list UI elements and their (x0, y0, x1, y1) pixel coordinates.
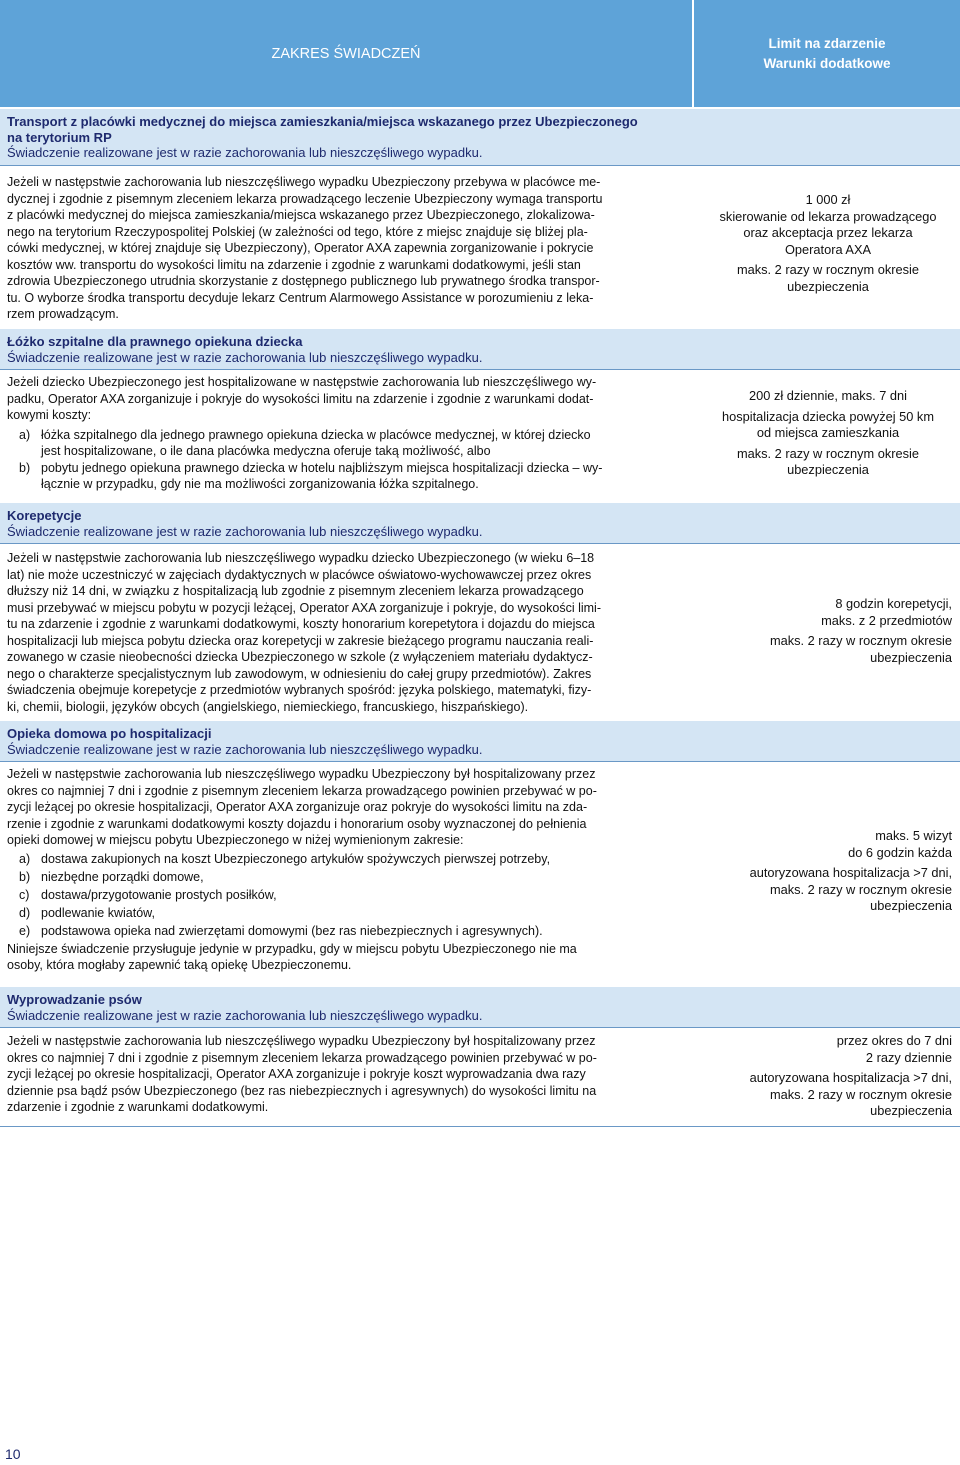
body-line: Jeżeli w następstwie zachorowania lub nieszczęśliwego wypadku dziecko Ubezpieczonego (w wieku 6–18 (7, 551, 595, 565)
limit-frequency: ubezpieczenia (870, 1103, 952, 1118)
limit-cell (700, 828, 952, 915)
list-marker: d) (19, 905, 31, 920)
section-hospital-bed (0, 329, 960, 370)
body-line: hospitalizacji lub miejsca pobytu dziecka oraz korepetycji w zakresie bieżącego programu nauczania reali- (7, 633, 594, 648)
limit-condition: hospitalizacja dziecka powyżej 50 km (722, 408, 934, 424)
body-line: zycji leżącej po okresie hospitalizacji, Operator AXA zorganizuje oraz pokryje do wysokości limitu na zda- (7, 800, 588, 814)
section-dog-walking (0, 987, 960, 1028)
list-item (7, 869, 687, 887)
body-line: tu na zdarzenie i zgodnie z warunkami dodatkowymi, koszty honorarium korepetytora i dojazdu do miejsca (7, 617, 595, 631)
list-text: niezbędne porządki domowe, (41, 869, 204, 884)
limit-condition: skierowanie od lekarza prowadzącego (719, 208, 937, 224)
header-limit-title (694, 0, 960, 107)
body-line: dziennie psa bądź psów Ubezpieczonego (bez ras niebezpiecznych i agresywnych) do wysokości limitu na (7, 1083, 597, 1098)
body-line: ki, chemii, biologii, języków obcych (angielskiego, niemieckiego, francuskiego, hiszpańskiego). (7, 699, 529, 714)
section-heading (0, 503, 960, 543)
list-marker: a) (19, 427, 31, 442)
body-line: osoby, która mogłaby zapewnić taką opiekę Ubezpieczonemu. (7, 958, 352, 972)
list-text: podstawowa opieka nad zwierzętami domowymi (bez ras niebezpiecznych i agresywnych). (41, 923, 543, 938)
body-line: dłuższy niż 14 dni, w związku z hospitalizacją lub zgodnie z pisemnym zleceniem lekarza prowadzącego (7, 584, 584, 598)
limit-condition: od miejsca zamieszkania (756, 425, 900, 440)
section-body (7, 766, 687, 974)
list-text: dostawa zakupionych na koszt Ubezpieczonego artykułów spożywczych pierwszej potrzeby, (41, 851, 551, 866)
body-line: rzem prowadzącym. (7, 307, 119, 321)
section-underline (0, 543, 960, 544)
list-item (7, 923, 687, 941)
section-tutoring (0, 503, 960, 544)
section-body (7, 550, 687, 715)
list-text: pobytu jednego opiekuna prawnego dziecka w hotelu najbliższym miejsca hospitalizacji dziecka – wy- (41, 460, 603, 475)
body-line: zowanego w czasie nieobecności dziecka Ubezpieczonego w szkole (z wyłączeniem materiału dydaktycz- (7, 650, 593, 664)
limit-amount: 8 godzin korepetycji, (835, 596, 952, 611)
limit-condition: autoryzowana hospitalizacja >7 dni, (749, 865, 952, 880)
list-text: dostawa/przygotowanie prostych posiłków, (41, 887, 277, 902)
body-line: cówki medycznej, w której znajduje się Ubezpieczony), Operator AXA zapewnia zorganizowanie i pokrycie (7, 241, 594, 255)
list-marker: b) (19, 869, 31, 884)
list-text: łóżka szpitalnego dla jednego prawnego opiekuna dziecka w placówce medycznej, w której dziecko (41, 427, 591, 442)
section-title: Łóżko szpitalne dla prawnego opiekuna dziecka (7, 334, 303, 349)
section-subtitle: Świadczenie realizowane jest w razie zachorowania lub nieszczęśliwego wypadku. (7, 1007, 483, 1023)
body-line: nego na terytorium Rzeczypospolitej Polskiej (w zależności od tego, które z miejsc znajduje się bliżej pla- (7, 224, 588, 239)
section-heading (0, 721, 960, 761)
body-line: rzenie i zgodnie z warunkami dodatkowymi koszty dojazdu i honorarium osoby wyznaczonej do pełnienia (7, 816, 587, 831)
section-transport (0, 109, 960, 166)
body-line: tu. O wyborze środka transportu decyduje lekarz Centrum Alarmowego Assistance w porozumieniu z leka- (7, 290, 594, 305)
table-header (0, 0, 960, 107)
body-line: świadczenia obejmuje korepetycje z przedmiotów wybranych spośród: języka polskiego, matematyki, fizy- (7, 683, 592, 697)
section-subtitle: Świadczenie realizowane jest w razie zachorowania lub nieszczęśliwego wypadku. (7, 349, 483, 365)
body-line: musi przebywać w miejscu pobytu w pozycji leżącej, Operator AXA zorganizuje i pokryje, do wysokości limi- (7, 600, 601, 615)
body-line: kowymi koszty: (7, 408, 92, 422)
header-limit-line: Limit na zdarzenie (768, 35, 886, 51)
section-title: Wyprowadzanie psów (7, 992, 142, 1007)
section-underline (0, 761, 960, 762)
limit-condition: oraz akceptacja przez lekarza (743, 225, 913, 240)
list-marker: b) (19, 460, 31, 475)
body-line: zdrowia Ubezpieczonego utrudnia skorzystanie z dostępnego publicznego lub prywatnego środka transpor- (7, 274, 600, 288)
body-line: Jeżeli w następstwie zachorowania lub nieszczęśliwego wypadku Ubezpieczony był hospitalizowany przez (7, 1034, 596, 1048)
list-text: łącznie w przypadku, gdy nie ma możliwości zorganizowania łóżka szpitalnego. (41, 477, 479, 491)
table-bottom-rule (0, 1126, 960, 1127)
body-line: kosztów ww. transportu do wysokości limitu na zdarzenie i zgodnie z warunkami dodatkowymi, jeśli stan (7, 257, 581, 272)
list-item (7, 460, 687, 493)
limit-amount-cont: maks. z 2 przedmiotów (821, 612, 952, 628)
limit-amount-cont: 2 razy dziennie (865, 1049, 952, 1065)
limit-frequency: maks. 2 razy w rocznym okresie (736, 445, 920, 461)
section-title: Transport z placówki medycznej do miejsca zamieszkania/miejsca wskazanego przez Ubezpieczonego (7, 114, 638, 129)
limit-cell (700, 192, 956, 295)
body-line: z placówki medycznej do miejsca zamieszkania/miejsca wskazanego przez Ubezpieczonego, zlokalizowa- (7, 208, 595, 222)
list-text: podlewanie kwiatów, (41, 905, 155, 920)
header-scope-title: ZAKRES ŚWIADCZEŃ (0, 0, 692, 107)
body-line: okres co najmniej 7 dni i zgodnie z pisemnym zleceniem lekarza prowadzącego powinien przebywać w po- (7, 1050, 597, 1065)
limit-cell (700, 388, 956, 479)
limit-frequency: maks. 2 razy w rocznym okresie (736, 262, 920, 277)
section-body (7, 1033, 687, 1116)
list-text: jest hospitalizowane, o ile dana placówka medyczna oferuje taką możliwość, albo (41, 444, 491, 458)
limit-amount: maks. 5 wizyt (875, 828, 952, 843)
limit-frequency: ubezpieczenia (870, 649, 952, 665)
body-line: nego o charakterze specjalistycznym lub zawodowym, w odniesieniu do całej grupy przedmiotów). Zakres (7, 666, 592, 681)
body-line: zdarzenie i zgodnie z warunkami dodatkowymi. (7, 1100, 269, 1114)
body-line: lat) nie może uczestniczyć w zajęciach dydaktycznych w placówce oświatowo-wychowawczej przez okres (7, 567, 592, 582)
limit-frequency: ubezpieczenia (787, 462, 869, 477)
limit-cell (700, 1033, 952, 1120)
section-title: Korepetycje (7, 508, 82, 523)
body-line: Jeżeli dziecko Ubezpieczonego jest hospitalizowane w następstwie zachorowania lub nieszczęśliwego wy- (7, 375, 597, 389)
list-marker: e) (19, 923, 31, 938)
limit-frequency: ubezpieczenia (870, 898, 952, 913)
section-title: Opieka domowa po hospitalizacji (7, 726, 212, 741)
limit-amount: przez okres do 7 dni (836, 1033, 952, 1048)
section-heading (0, 987, 960, 1027)
body-line: Jeżeli w następstwie zachorowania lub nieszczęśliwego wypadku Ubezpieczony przebywa w placówce me- (7, 175, 601, 189)
header-conditions-line: Warunki dodatkowe (763, 55, 891, 71)
section-underline (0, 1027, 960, 1028)
body-line: Jeżeli w następstwie zachorowania lub nieszczęśliwego wypadku Ubezpieczony był hospitalizowany przez (7, 767, 596, 781)
limit-frequency: ubezpieczenia (787, 278, 869, 294)
list-item (7, 887, 687, 905)
section-underline (0, 369, 960, 370)
limit-amount-cont: do 6 godzin każda (848, 844, 952, 860)
limit-condition: autoryzowana hospitalizacja >7 dni, (749, 1070, 952, 1085)
section-underline (0, 165, 960, 166)
limit-amount: 1 000 zł (805, 192, 851, 207)
section-title-cont: na terytorium RP (7, 129, 112, 145)
limit-amount: 200 zł dziennie, maks. 7 dni (749, 388, 907, 403)
section-body (7, 174, 687, 323)
limit-frequency: maks. 2 razy w rocznym okresie (769, 633, 952, 648)
body-line: Niniejsze świadczenie przysługuje jedynie w przypadku, gdy w miejscu pobytu Ubezpieczonego nie ma (7, 941, 577, 956)
body-line: padku, Operator AXA zorganizuje i pokryje do wysokości limitu na zdarzenie i zgodnie z warunkami dodat- (7, 391, 594, 406)
body-line: okres co najmniej 7 dni i zgodnie z pisemnym zleceniem lekarza prowadzącego powinien przebywać w po- (7, 783, 597, 798)
list-item (7, 427, 687, 460)
body-line: zycji leżącej po okresie hospitalizacji, Operator AXA zorganizuje i pokryje koszt wyprowadzania dwa razy (7, 1067, 586, 1081)
section-heading (0, 109, 960, 165)
section-subtitle: Świadczenie realizowane jest w razie zachorowania lub nieszczęśliwego wypadku. (7, 523, 483, 539)
body-line: opieki domowej w miejscu pobytu Ubezpieczonego w niżej wymienionym zakresie: (7, 833, 464, 847)
section-subtitle: Świadczenie realizowane jest w razie zachorowania lub nieszczęśliwego wypadku. (7, 741, 483, 757)
section-body (7, 374, 687, 493)
list-marker: a) (19, 851, 31, 866)
page-number: 10 (5, 1446, 21, 1462)
section-heading (0, 329, 960, 369)
section-home-care (0, 721, 960, 762)
limit-frequency: maks. 2 razy w rocznym okresie (769, 881, 952, 897)
section-subtitle: Świadczenie realizowane jest w razie zachorowania lub nieszczęśliwego wypadku. (7, 145, 483, 160)
list-item (7, 905, 687, 923)
limit-cell (700, 596, 952, 666)
list-marker: c) (19, 887, 30, 902)
body-line: dycznej i zgodnie z pisemnym zleceniem lekarza prowadzącego leczenie Ubezpieczony wymaga transportu (7, 191, 603, 206)
limit-frequency: maks. 2 razy w rocznym okresie (769, 1086, 952, 1102)
list-item (7, 851, 687, 869)
limit-condition: Operatora AXA (784, 241, 872, 257)
